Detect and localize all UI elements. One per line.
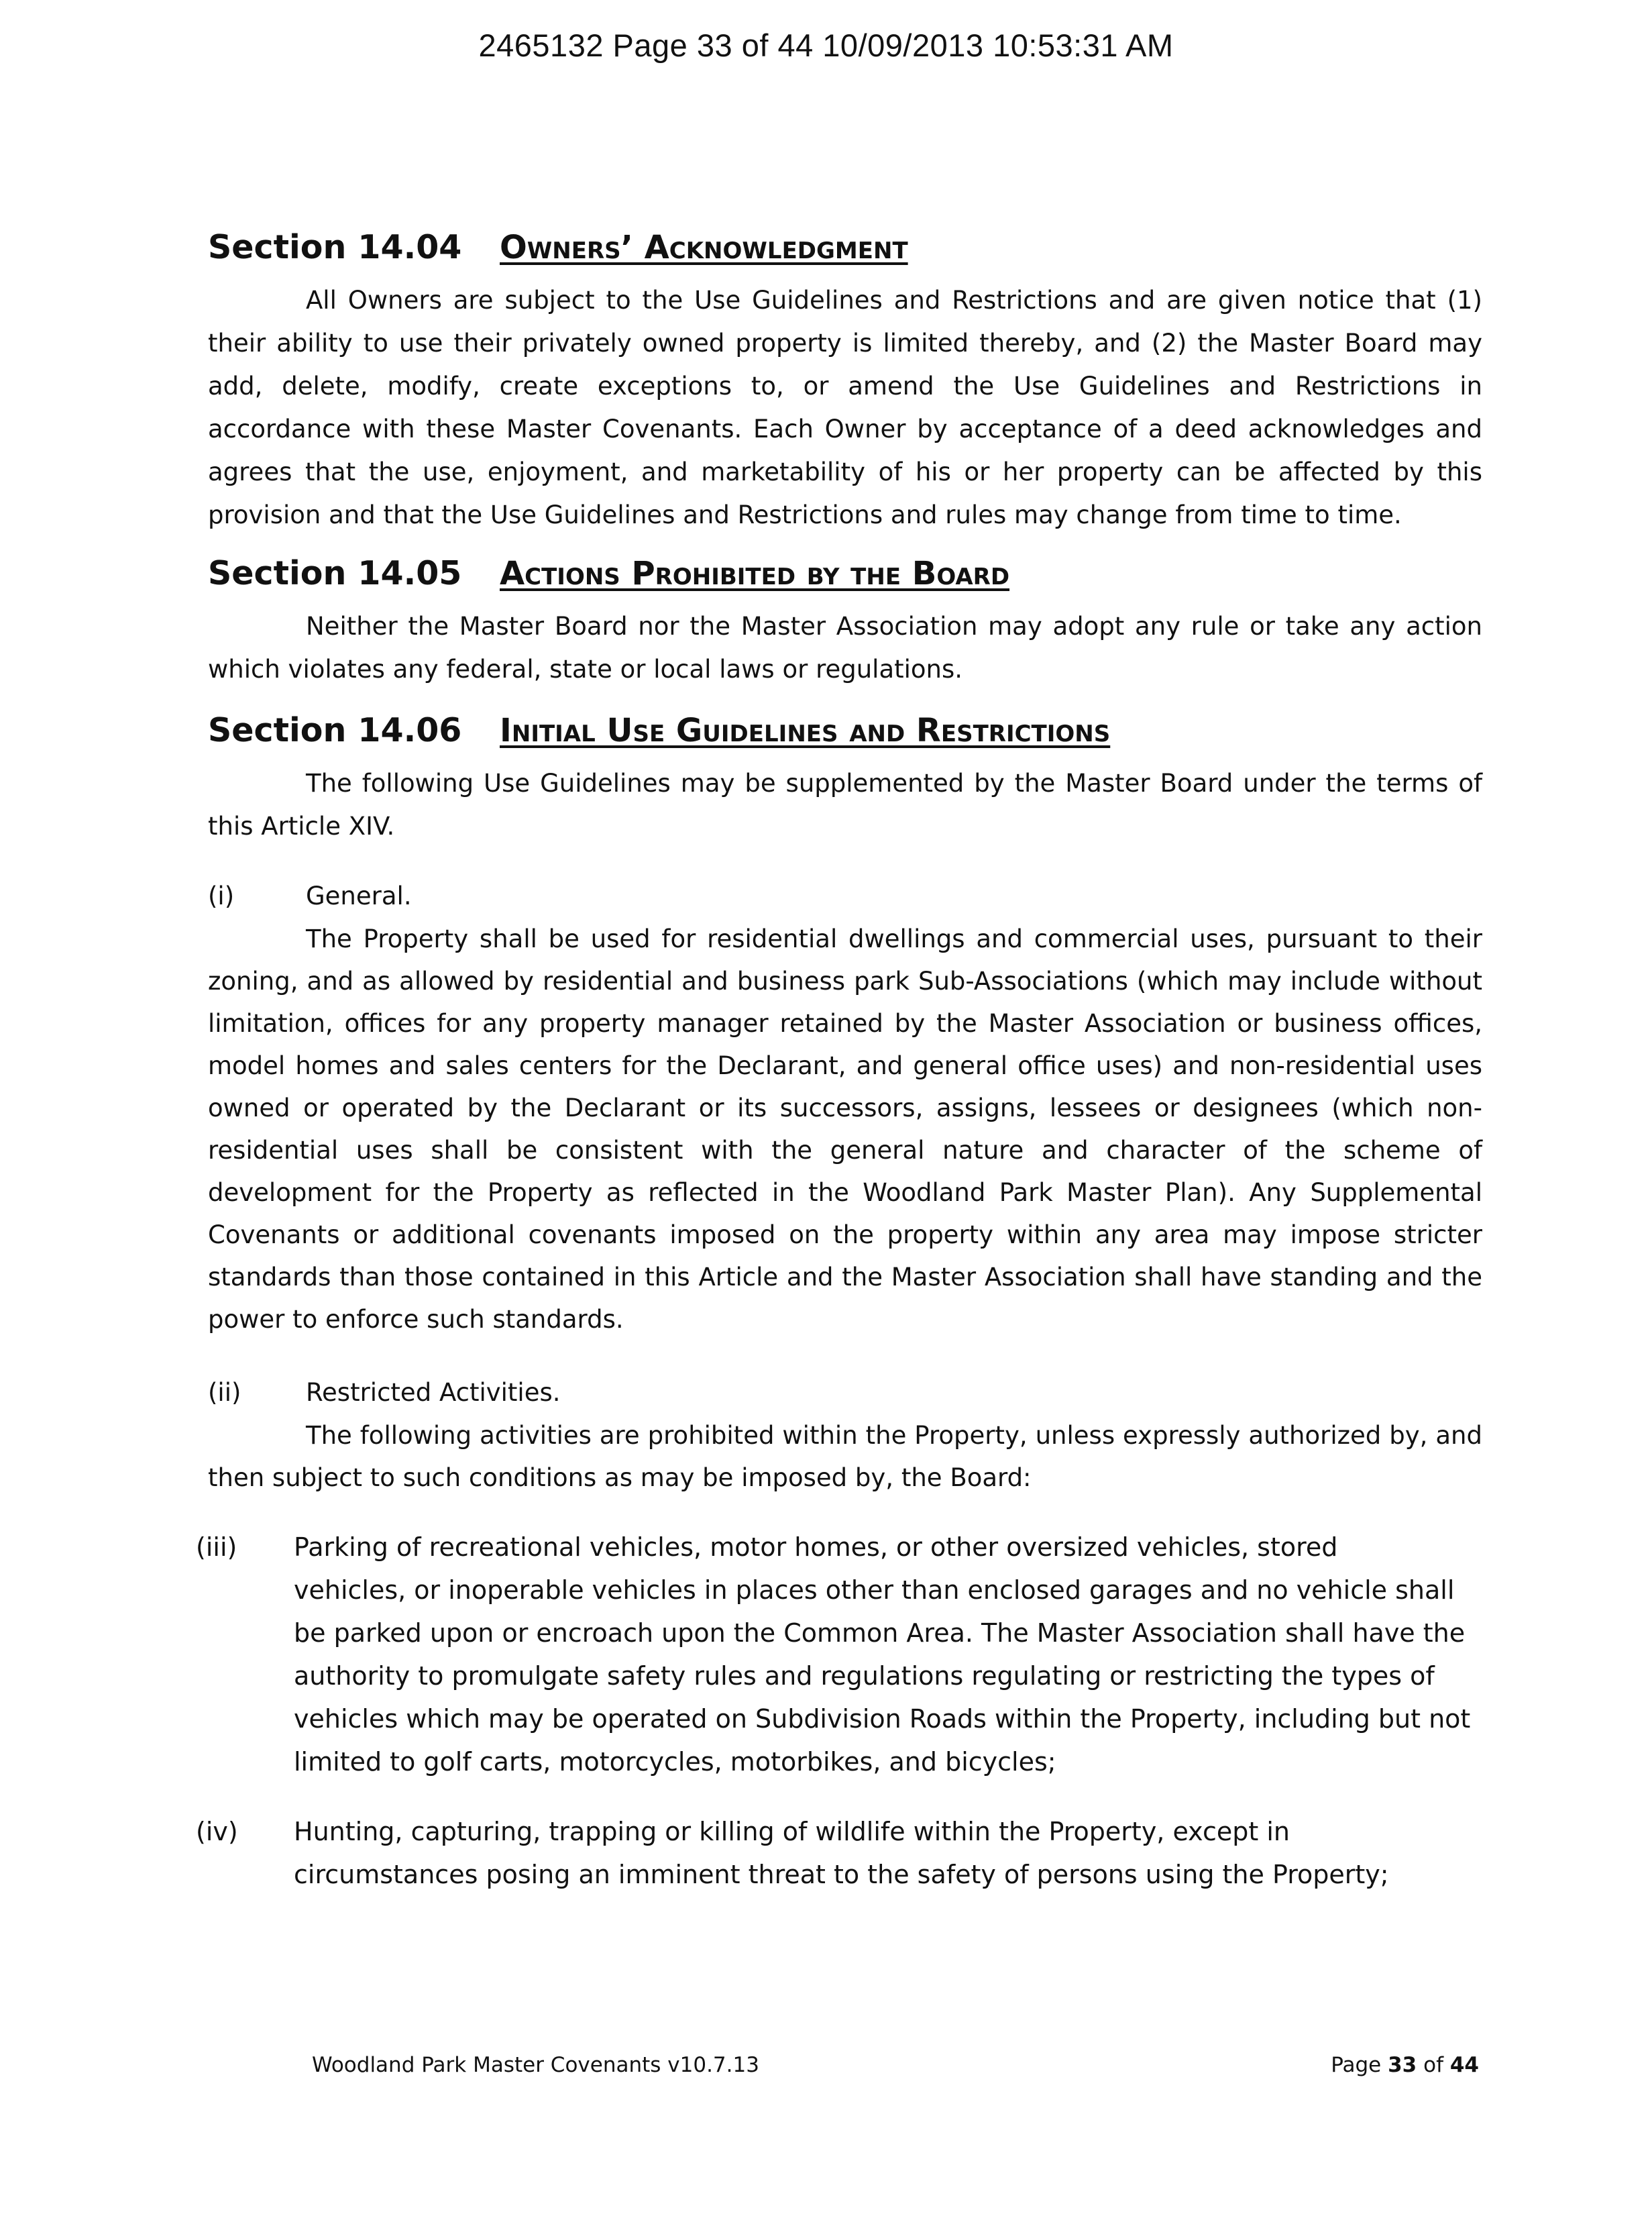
- item-label-row: [208, 875, 1482, 918]
- list-item-rest: vehicles, or inoperable vehicles in places other than enclosed garages and no vehicle shall be parked upon or encroach upon the Common Area. The Master Association shall have the authority to promulgate safety rules and regulations regulating or restricting the types of vehicles which may be operated on Subdivision Roads within the Property, including but not limited to golf carts, motorcycles, motorbikes, and bicycles;: [294, 1575, 1471, 1777]
- list-item: [196, 1526, 1482, 1783]
- item-restricted: [208, 1371, 1482, 1499]
- list-item-text: [294, 1810, 1474, 1896]
- section-title: Owners’ Acknowledgment: [500, 229, 908, 266]
- section-paragraph: Neither the Master Board nor the Master Association may adopt any rule or take any action which violates any federal, state or local laws or regulations.: [208, 612, 1482, 684]
- item-body: The following activities are prohibited within the Property, unless expressly authorized by, and then subject to such conditions as may be imposed by, the Board:: [208, 1421, 1482, 1492]
- footer-document-name: Woodland Park Master Covenants v10.7.13: [312, 2053, 759, 2077]
- footer-page-number: [1331, 2053, 1479, 2077]
- section-paragraph: All Owners are subject to the Use Guidelines and Restrictions and are given notice that (1) their ability to use their privately owned property is limited thereby, and (2) the Master Board may add, delete, modify, create exceptions to, or amend the Use Guidelines and Restrictions in accordance with these Master Covenants. Each Owner by acceptance of a deed acknowledges and agrees that the use, enjoyment, and marketability of his or her property can be affected by this provision and that the Use Guidelines and Restrictions and rules may change from time to time.: [208, 286, 1482, 529]
- page-header-stamp: 2465132 Page 33 of 44 10/09/2013 10:53:31 AM: [478, 28, 1174, 63]
- footer-page-of: of: [1423, 2053, 1443, 2077]
- section-14-05: [208, 554, 1482, 691]
- section-heading: [208, 711, 1482, 762]
- document-body: [196, 228, 1482, 1896]
- page-footer: [312, 2053, 1479, 2077]
- section-14-04: [208, 228, 1482, 537]
- item-label-row: [208, 1371, 1482, 1414]
- footer-page-prefix: Page: [1331, 2053, 1382, 2077]
- item-numeral: (ii): [208, 1378, 241, 1407]
- list-item-rest: circumstances posing an imminent threat to the safety of persons using the Property;: [294, 1860, 1389, 1889]
- item-body: The Property shall be used for residential dwellings and commercial uses, pursuant to their zoning, and as allowed by residential and business park Sub-Associations (which may include without limitation, offices for any property manager retained by the Master Association or business offices, model homes and sales centers for the Declarant, and general office uses) and non-residential uses owned or operated by the Declarant or its successors, assigns, lessees or designees (which non-residential uses shall be consistent with the general nature and character of the scheme of development for the Property as reflected in the Woodland Park Master Plan). Any Supplemental Covenants or additional covenants imposed on the property within any area may impose stricter standards than those contained in this Article and the Master Association shall have standing and the power to enforce such standards.: [208, 925, 1482, 1334]
- item-label: Restricted Activities.: [306, 1378, 561, 1407]
- section-title: Initial Use Guidelines and Restrictions: [500, 712, 1111, 749]
- section-number: Section 14.04: [208, 228, 462, 266]
- footer-page-total: 44: [1449, 2053, 1479, 2077]
- section-heading: [208, 228, 1482, 279]
- section-title: Actions Prohibited by the Board: [500, 555, 1010, 592]
- section-number: Section 14.05: [208, 554, 462, 592]
- item-general: [208, 875, 1482, 1340]
- list-item-first-line: Hunting, capturing, trapping or killing of wildlife within the Property, except in: [294, 1817, 1290, 1846]
- list-item-numeral: (iv): [196, 1817, 238, 1846]
- list-item: [196, 1810, 1482, 1896]
- list-item-numeral: (iii): [196, 1532, 237, 1562]
- section-14-06: [208, 711, 1482, 848]
- section-heading: [208, 554, 1482, 605]
- footer-page-current: 33: [1388, 2053, 1417, 2077]
- section-number: Section 14.06: [208, 711, 462, 749]
- item-numeral: (i): [208, 882, 235, 910]
- list-item-first-line: Parking of recreational vehicles, motor homes, or other oversized vehicles, stored: [294, 1532, 1338, 1562]
- section-paragraph: The following Use Guidelines may be supplemented by the Master Board under the terms of this Article XIV.: [208, 769, 1482, 841]
- item-label: General.: [306, 882, 412, 910]
- list-item-text: [294, 1526, 1474, 1783]
